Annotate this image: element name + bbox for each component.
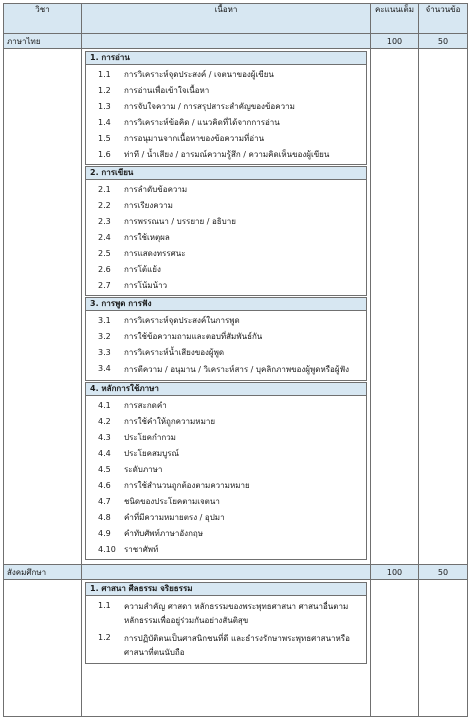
list-item xyxy=(86,361,366,379)
header-count: จำนวนข้อ xyxy=(419,4,468,34)
list-item xyxy=(86,198,366,214)
item-number: 3.1 xyxy=(98,316,111,325)
section-items xyxy=(86,396,366,559)
item-number: 3.3 xyxy=(98,348,111,357)
list-item xyxy=(86,630,366,662)
list-item xyxy=(86,510,366,526)
header-full-score: คะแนนเต็ม xyxy=(371,4,419,34)
item-text: การอ่านเพื่อเข้าใจเนื้อหา xyxy=(124,86,210,95)
list-item xyxy=(86,414,366,430)
item-text: การโน้มน้าว xyxy=(124,281,168,290)
list-item xyxy=(86,598,366,630)
item-text: การวิเคราะห์จุดประสงค์ / เจตนาของผู้เขียน xyxy=(124,70,274,79)
list-item xyxy=(86,542,366,558)
list-item xyxy=(86,230,366,246)
item-text: การแสดงทรรศนะ xyxy=(124,249,186,258)
item-text: การโต้แย้ง xyxy=(124,265,161,274)
section-box xyxy=(85,297,367,381)
table-body xyxy=(4,34,468,717)
list-item xyxy=(86,182,366,198)
subject-count: 50 xyxy=(419,34,468,49)
subject-content xyxy=(82,49,371,565)
item-number: 4.1 xyxy=(98,401,111,410)
subject-count: 50 xyxy=(419,565,468,580)
section-title: 1. ศาสนา ศีลธรรม จริยธรรม xyxy=(86,583,366,596)
item-text: การวิเคราะห์ข้อคิด / แนวคิดที่ได้จากการอ่าน xyxy=(124,118,280,127)
section-items xyxy=(86,596,366,663)
list-item xyxy=(86,83,366,99)
list-item xyxy=(86,329,366,345)
list-item xyxy=(86,262,366,278)
list-item xyxy=(86,494,366,510)
item-text: ชนิดของประโยคตามเจตนา xyxy=(124,497,220,506)
subject-spacer xyxy=(82,34,371,49)
section-box xyxy=(85,166,367,296)
item-number: 4.3 xyxy=(98,433,111,442)
section-box xyxy=(85,382,367,560)
item-number: 2.5 xyxy=(98,249,111,258)
item-number: 1.2 xyxy=(98,633,111,642)
item-text: การพรรณนา / บรรยาย / อธิบาย xyxy=(124,217,236,226)
section-box xyxy=(85,51,367,165)
item-text: การปฏิบัติตนเป็นศาสนิกชนที่ดี และธำรงรักษาพระพุทธศาสนาหรือศาสนาที่ตนนับถือ xyxy=(124,634,350,657)
subject-row xyxy=(4,34,468,49)
list-item xyxy=(86,246,366,262)
item-number: 1.5 xyxy=(98,134,111,143)
item-text: การลำดับข้อความ xyxy=(124,185,188,194)
subject-blank-cell xyxy=(4,49,82,565)
list-item xyxy=(86,430,366,446)
section-items xyxy=(86,311,366,380)
list-item xyxy=(86,345,366,361)
section-title: 3. การพูด การฟัง xyxy=(86,298,366,311)
score-blank-cell xyxy=(371,580,419,717)
item-number: 1.6 xyxy=(98,150,111,159)
subject-score: 100 xyxy=(371,565,419,580)
item-number: 2.6 xyxy=(98,265,111,274)
list-item xyxy=(86,278,366,294)
item-text: คำที่มีความหมายตรง / อุปมา xyxy=(124,513,225,522)
item-number: 4.2 xyxy=(98,417,111,426)
section-items xyxy=(86,180,366,295)
item-number: 4.5 xyxy=(98,465,111,474)
section-box xyxy=(85,582,367,664)
list-item xyxy=(86,214,366,230)
list-item xyxy=(86,67,366,83)
subject-score: 100 xyxy=(371,34,419,49)
item-number: 2.2 xyxy=(98,201,111,210)
list-item xyxy=(86,313,366,329)
header-subject: วิชา xyxy=(4,4,82,34)
item-number: 4.6 xyxy=(98,481,111,490)
item-text: การใช้ข้อความถามและตอบที่สัมพันธ์กัน xyxy=(124,332,263,341)
item-number: 1.2 xyxy=(98,86,111,95)
syllabus-table xyxy=(3,3,468,717)
subject-content xyxy=(82,580,371,717)
item-text: ท่าที / น้ำเสียง / อารมณ์ความรู้สึก / ความคิดเห็นของผู้เขียน xyxy=(124,150,330,159)
score-blank-cell xyxy=(371,49,419,565)
header-content: เนื้อหา xyxy=(82,4,371,34)
list-item xyxy=(86,147,366,163)
count-blank-cell xyxy=(419,580,468,717)
subject-blank-cell xyxy=(4,580,82,717)
item-text: การเรียงความ xyxy=(124,201,173,210)
section-title: 2. การเขียน xyxy=(86,167,366,180)
item-number: 4.8 xyxy=(98,513,111,522)
item-number: 4.10 xyxy=(98,545,116,554)
list-item xyxy=(86,446,366,462)
subject-spacer xyxy=(82,565,371,580)
subject-row xyxy=(4,565,468,580)
item-text: การใช้เหตุผล xyxy=(124,233,170,242)
list-item xyxy=(86,131,366,147)
item-text: ประโยคสมบูรณ์ xyxy=(124,449,179,458)
section-title: 4. หลักการใช้ภาษา xyxy=(86,383,366,396)
item-text: การอนุมานจากเนื้อหาของข้อความที่อ่าน xyxy=(124,134,265,143)
item-number: 1.4 xyxy=(98,118,111,127)
item-text: การสะกดคำ xyxy=(124,401,167,410)
item-text: ความสำคัญ ศาสดา หลักธรรมของพระพุทธศาสนา ศาสนาอื่นตามหลักธรรมเพื่ออยู่ร่วมกันอย่างสันติสุข xyxy=(124,602,349,625)
item-number: 4.4 xyxy=(98,449,111,458)
section-title: 1. การอ่าน xyxy=(86,52,366,65)
item-text: ประโยคกำกวม xyxy=(124,433,176,442)
subject-content-row xyxy=(4,49,468,565)
count-blank-cell xyxy=(419,49,468,565)
item-number: 2.1 xyxy=(98,185,111,194)
item-number: 2.7 xyxy=(98,281,111,290)
item-number: 1.3 xyxy=(98,102,111,111)
list-item xyxy=(86,398,366,414)
item-text: การตีความ / อนุมาน / วิเคราะห์สาร / บุคลิกภาพของผู้พูดหรือผู้ฟัง xyxy=(124,365,350,374)
item-number: 3.2 xyxy=(98,332,111,341)
item-text: การใช้สำนวนถูกต้องตามความหมาย xyxy=(124,481,250,490)
item-number: 2.4 xyxy=(98,233,111,242)
subject-name: สังคมศึกษา xyxy=(4,565,82,580)
item-number: 4.9 xyxy=(98,529,111,538)
item-text: ระดับภาษา xyxy=(124,465,163,474)
subject-name: ภาษาไทย xyxy=(4,34,82,49)
list-item xyxy=(86,115,366,131)
list-item xyxy=(86,462,366,478)
header-row xyxy=(4,4,468,34)
list-item xyxy=(86,478,366,494)
section-items xyxy=(86,65,366,164)
item-number: 4.7 xyxy=(98,497,111,506)
item-text: การวิเคราะห์น้ำเสียงของผู้พูด xyxy=(124,348,225,357)
item-number: 1.1 xyxy=(98,601,111,610)
item-text: การใช้คำให้ถูกความหมาย xyxy=(124,417,216,426)
list-item xyxy=(86,526,366,542)
list-item xyxy=(86,99,366,115)
item-text: ราชาศัพท์ xyxy=(124,545,159,554)
item-text: คำทับศัพท์ภาษาอังกฤษ xyxy=(124,529,204,538)
item-text: การวิเคราะห์จุดประสงค์ในการพูด xyxy=(124,316,240,325)
item-number: 2.3 xyxy=(98,217,111,226)
subject-content-row xyxy=(4,580,468,717)
item-text: การจับใจความ / การสรุปสาระสำคัญของข้อความ xyxy=(124,102,295,111)
item-number: 1.1 xyxy=(98,70,111,79)
item-number: 3.4 xyxy=(98,364,111,373)
